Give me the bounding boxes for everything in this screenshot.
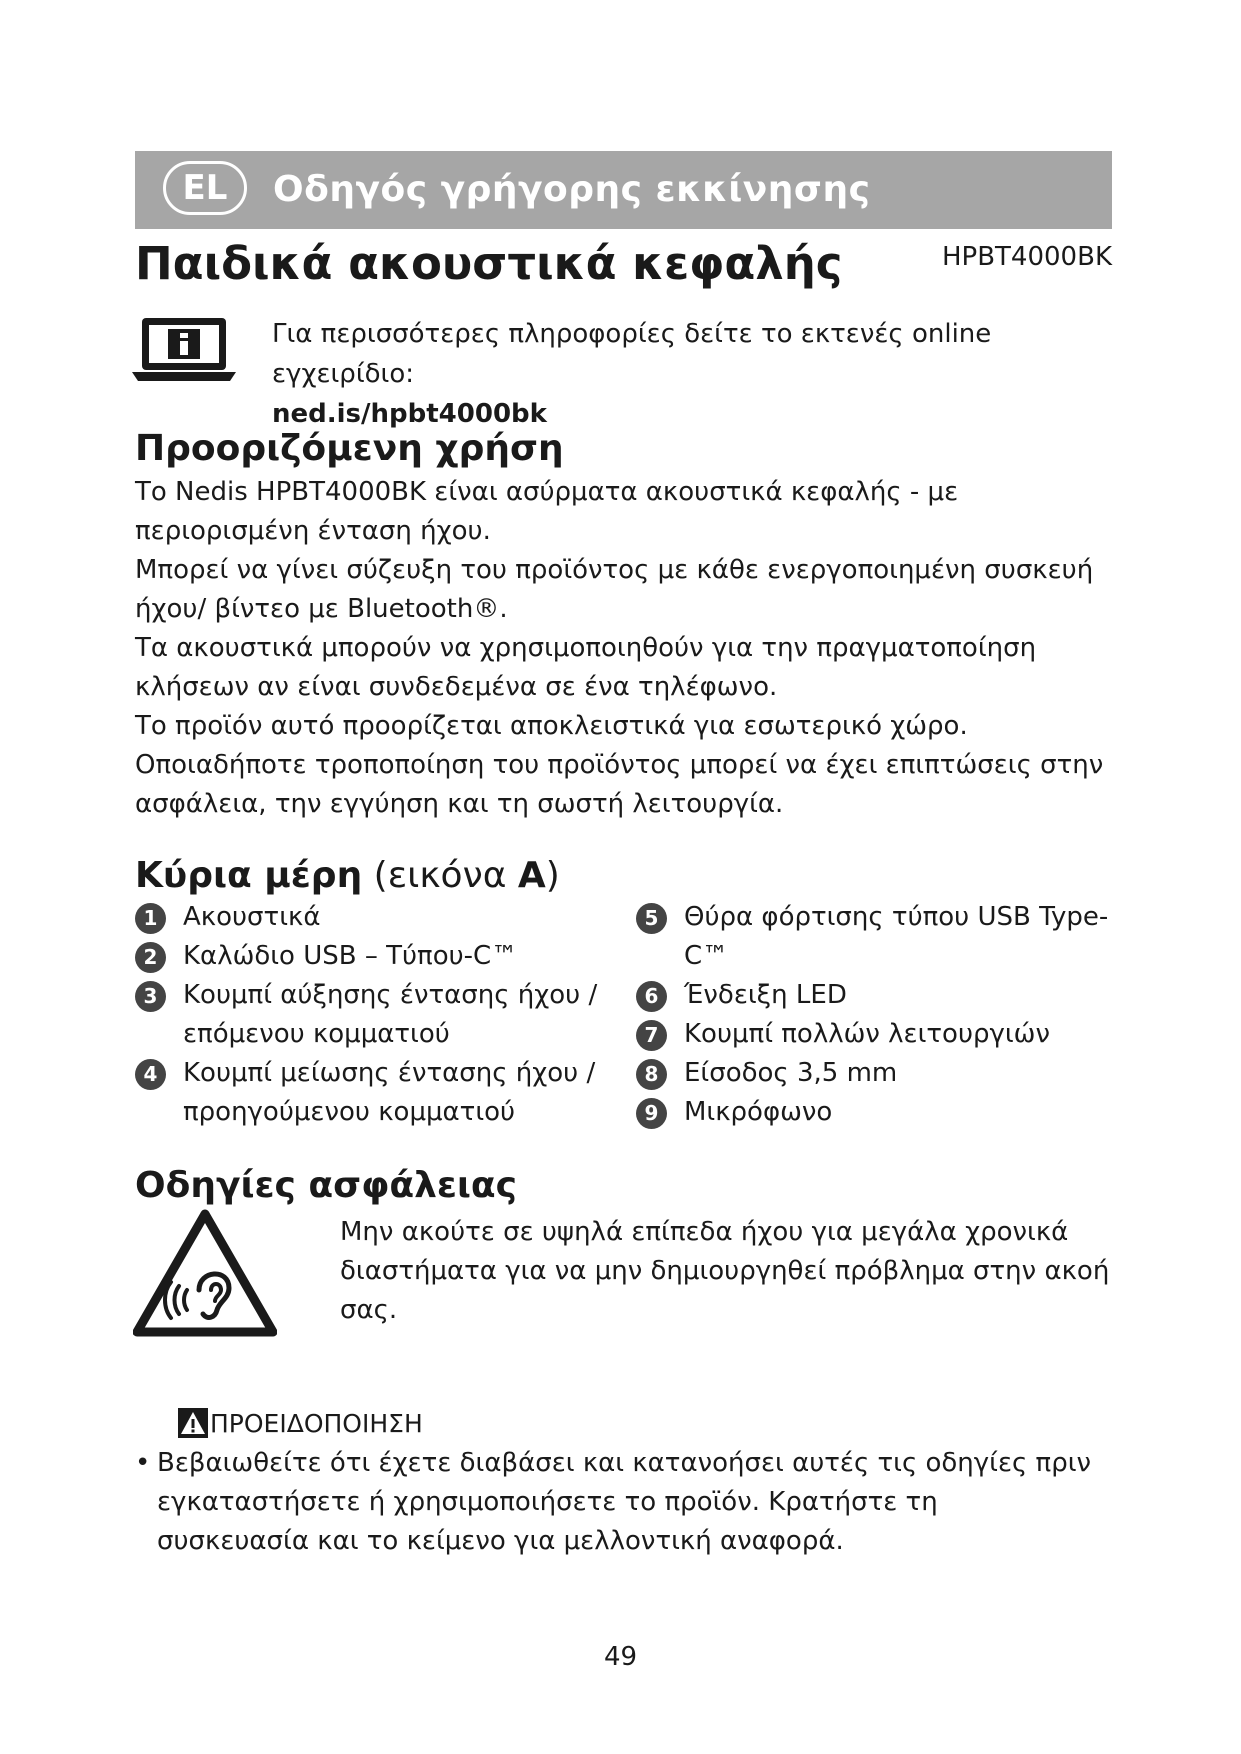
part-number: 8 bbox=[636, 1059, 667, 1090]
part-item bbox=[636, 1054, 1116, 1093]
part-item bbox=[636, 1015, 1116, 1054]
info-text: Για περισσότερες πληροφορίες δείτε το εκτενές online εγχειρίδιο: bbox=[272, 319, 992, 389]
part-label: Μικρόφωνο bbox=[684, 1097, 833, 1127]
parts-list-left bbox=[135, 898, 635, 1132]
header-banner bbox=[135, 151, 1112, 229]
part-number: 3 bbox=[135, 981, 166, 1012]
hearing-warning-icon bbox=[133, 1208, 277, 1338]
part-number: 5 bbox=[636, 903, 667, 934]
figure-letter: A bbox=[517, 855, 546, 896]
guide-title: Οδηγός γρήγορης εκκίνησης bbox=[273, 169, 871, 210]
bullet-icon: • bbox=[135, 1448, 151, 1478]
notice-text: ΠΡΟΕΙΔΟΠΟΙΗΣΗ bbox=[210, 1408, 423, 1438]
part-label: Ένδειξη LED bbox=[684, 980, 847, 1010]
part-label: Ακουστικά bbox=[183, 902, 321, 932]
figure-suffix: ) bbox=[545, 855, 560, 896]
part-item bbox=[636, 1093, 1116, 1132]
bullet-item bbox=[135, 1444, 1095, 1561]
part-number: 9 bbox=[636, 1098, 667, 1129]
part-label: Καλώδιο USB – Τύπου-C™ bbox=[183, 941, 518, 971]
notice-label bbox=[178, 1408, 423, 1438]
part-item bbox=[135, 937, 635, 976]
language-badge: EL bbox=[163, 161, 247, 215]
bullet-text: Βεβαιωθείτε ότι έχετε διαβάσει και κατανοήσει αυτές τις οδηγίες πριν εγκαταστήσετε ή χρησιμοποιήσετε το προϊόν. Κρατήστε τη συσκευασία και το κείμενο για μελλοντική αναφορά. bbox=[157, 1448, 1092, 1556]
part-label: Κουμπί πολλών λειτουργιών bbox=[684, 1019, 1050, 1049]
model-code: HPBT4000BK bbox=[941, 242, 1112, 272]
part-label: Θύρα φόρτισης τύπου USB Type-C™ bbox=[684, 902, 1109, 971]
part-item bbox=[636, 976, 1116, 1015]
parts-list-right bbox=[636, 898, 1116, 1132]
part-item bbox=[135, 976, 635, 1054]
laptop-info-icon bbox=[132, 315, 236, 385]
intended-use-paragraph: Το Nedis HPBT4000BK είναι ασύρματα ακουστικά κεφαλής - με περιορισμένη ένταση ήχου. bbox=[135, 477, 959, 546]
intended-use-paragraph: Μπορεί να γίνει σύζευξη του προϊόντος με κάθε ενεργοποιημένη συσκευή ήχου/ βίντεο με Bluetooth®. bbox=[135, 555, 1094, 624]
manual-link[interactable]: ned.is/hpbt4000bk bbox=[272, 399, 547, 429]
part-label: Κουμπί αύξησης έντασης ήχου / επόμενου κομματιού bbox=[183, 980, 598, 1049]
intended-use-paragraph: Το προϊόν αυτό προορίζεται αποκλειστικά για εσωτερικό χώρο. bbox=[135, 711, 968, 741]
part-label: Είσοδος 3,5 mm bbox=[684, 1058, 898, 1088]
part-number: 2 bbox=[135, 942, 166, 973]
page-number: 49 bbox=[603, 1642, 638, 1672]
part-number: 7 bbox=[636, 1020, 667, 1051]
part-label: Κουμπί μείωσης έντασης ήχου / προηγούμενου κομματιού bbox=[183, 1058, 596, 1127]
intended-use-body bbox=[135, 473, 1115, 824]
hearing-warning-text: Μην ακούτε σε υψηλά επίπεδα ήχου για μεγάλα χρονικά διαστήματα για να μην δημιουργηθεί πρόβλημα στην ακοή σας. bbox=[340, 1217, 1110, 1325]
warning-triangle-icon bbox=[178, 1408, 208, 1438]
part-number: 1 bbox=[135, 903, 166, 934]
figure-prefix: (εικόνα bbox=[373, 855, 518, 896]
part-number: 4 bbox=[135, 1059, 166, 1090]
part-item bbox=[636, 898, 1116, 976]
safety-heading: Οδηγίες ασφάλειας bbox=[135, 1165, 518, 1206]
intended-use-heading: Προοριζόμενη χρήση bbox=[135, 428, 564, 469]
main-parts-title: Κύρια μέρη bbox=[135, 855, 363, 896]
product-title: Παιδικά ακουστικά κεφαλής bbox=[135, 237, 843, 290]
intended-use-paragraph: Τα ακουστικά μπορούν να χρησιμοποιηθούν για την πραγματοποίηση κλήσεων αν είναι συνδεδεμένα σε ένα τηλέφωνο. bbox=[135, 633, 1037, 702]
info-block bbox=[272, 314, 1092, 434]
part-number: 6 bbox=[636, 981, 667, 1012]
part-item bbox=[135, 898, 635, 937]
part-item bbox=[135, 1054, 635, 1132]
intended-use-paragraph: Οποιαδήποτε τροποποίηση του προϊόντος μπορεί να έχει επιπτώσεις στην ασφάλεια, την εγγύηση και τη σωστή λειτουργία. bbox=[135, 750, 1104, 819]
main-parts-heading bbox=[135, 855, 560, 896]
